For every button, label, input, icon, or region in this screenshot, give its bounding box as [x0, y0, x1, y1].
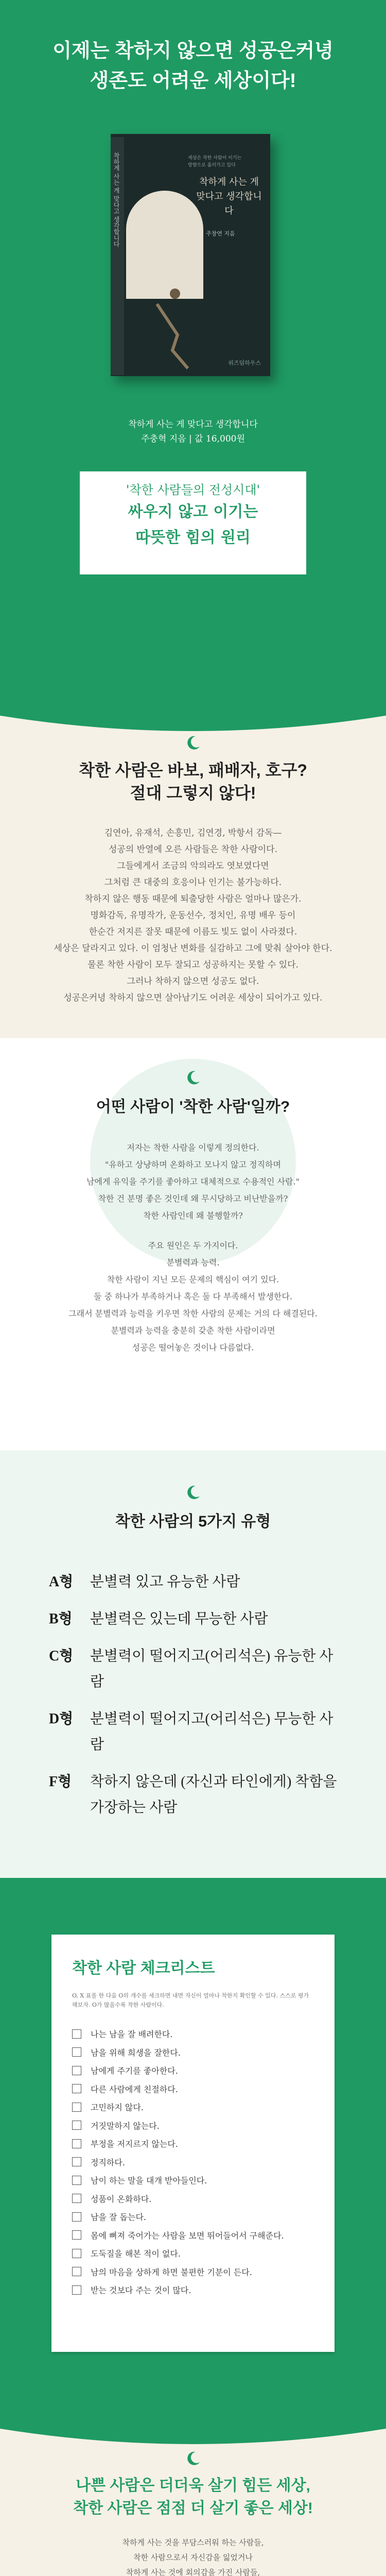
wave-divider	[0, 696, 386, 741]
checkbox[interactable]	[72, 2249, 81, 2258]
checklist-item[interactable]: 다른 사람에게 친절하다.	[72, 2080, 314, 2098]
book-title: 착하게 사는 게 맞다고 생각합니다	[196, 177, 262, 216]
checkbox[interactable]	[72, 2176, 81, 2185]
checkbox[interactable]	[72, 2139, 81, 2148]
hero-title: 이제는 착하지 않으면 성공은커녕 생존도 어려운 세상이다!	[52, 40, 334, 92]
section-title: 어떤 사람이 '착한 사람'일까?	[96, 1098, 290, 1115]
wave-divider	[0, 2409, 386, 2454]
book-meta: 착하게 사는 게 맞다고 생각합니다 주충혁 지음 | 값 16,000원	[128, 419, 258, 444]
type-row: A형 분별력 있고 유능한 사람	[49, 1574, 240, 1590]
book-art	[111, 134, 270, 376]
checklist-note: O, X 표를 한 다음 O의 개수를 세크하면 내면 자신이 얼마나 착한지 확인할 수 있다. 스스로 평가해보자. O가 많을수록 착한 사람이다.	[72, 1992, 309, 2008]
checklist-item[interactable]: 남에게 주기를 좋아한다.	[72, 2061, 314, 2080]
crescent-moon-icon	[184, 1069, 202, 1087]
checkbox[interactable]	[72, 2066, 81, 2075]
section-intro: 착하게 사는 것을 부담스러워 하는 사람들, 착한 사람으로서 자신감을 잃었거나 착하게 사는 것에 회의감을 가진 사람들,	[122, 2538, 264, 2576]
checklist-item[interactable]: 남을 잘 돕는다.	[72, 2208, 314, 2226]
tagline-box: '착한 사람들의 전성시대' 싸우지 않고 이기는 따뜻한 힘의 원리	[80, 471, 306, 574]
types-section	[0, 1450, 386, 1878]
section-body: 저자는 착한 사람을 이렇게 정의한다. "유하고 상냥하며 온화하고 모나지 않고 정직하며 남에게 유익을 주기를 좋아하고 대체적으로 수용적인 사람." 착한 건 분명 좋은 것인데 왜 무시당하고 비난받을까? 착한 사람인데 왜 불행할까? 주요 원인은 두 가지이다. 분별력과 능력. 착한 사람이 지닌 모든 문제의 핵심이 여기 있다. 둘 중 하나가 부족하거나 혹은 둘 다 부족해서 발생한다. 그래서 분별력과 능력을 키우면 착한 사람의 문제는 거의 다 해결된다. 분별력과 능력을 충분히 갖춘 착한 사람이라면 성공은 떨어놓은 것이나 다름없다.	[68, 1143, 318, 1352]
checkbox[interactable]	[72, 2285, 81, 2295]
checkbox[interactable]	[72, 2157, 81, 2166]
checkbox[interactable]	[72, 2103, 81, 2112]
checklist-item[interactable]: 부정을 저지르지 않는다.	[72, 2134, 314, 2153]
section-body: 김연아, 유재석, 손흥민, 김연경, 박항서 감독— 성공의 반열에 오른 사람들은 착한 사람이다. 그들에게서 조금의 악의라도 엿보였다면 그처럼 큰 대중의 호응이나 인기는 불가능하다. 착하지 않은 행동 때문에 퇴출당한 사람은 얼마나 많은가. 명화감독, 유명작가, 운동선수, 정치인, 유명 배우 등이 한순간 저지른 잘못 때문에 이름도 빛도 없이 사라졌다. 세상은 달라지고 있다. 이 엄청난 변화를 실감하고 그에 맞춰 살아야 한다. 물론 착한 사람이 모두 잘되고 성공하지는 못할 수 있다. 그러나 착하지 않으면 성공도 없다. 성공은커녕 착하지 않으면 살아남기도 어려운 세상이 되어가고 있다.	[54, 828, 332, 1003]
checklist-item[interactable]: 받는 것보다 주는 것이 많다.	[72, 2281, 314, 2299]
checkbox[interactable]	[72, 2230, 81, 2240]
section-title: 나쁜 사람은 더더욱 살기 힘든 세상, 착한 사람은 점점 더 살기 좋은 세상!	[73, 2477, 313, 2517]
checklist-item[interactable]: 남의 마음을 상하게 하면 불편한 기분이 든다.	[72, 2263, 314, 2281]
intro-section	[0, 696, 386, 1038]
book-front	[111, 134, 270, 376]
hero-section	[0, 0, 386, 696]
type-row: F형 착하지 않은데 (자신과 타인에게) 착함을 가장하는 사람	[49, 1774, 337, 1816]
section-title: 착한 사람의 5가지 유형	[115, 1513, 271, 1530]
checklist-item[interactable]: 성품이 온화하다.	[72, 2190, 314, 2208]
checklist-item[interactable]: 남이 하는 말을 대개 받아들인다.	[72, 2171, 314, 2190]
checklist-item[interactable]: 남을 위해 희생을 잘한다.	[72, 2043, 314, 2062]
book-publisher: 위즈덤하우스	[228, 360, 261, 366]
type-row: D형 분별력이 떨어지고(어리석은) 무능한 사람	[49, 1711, 334, 1753]
checklist	[72, 2025, 314, 2299]
checkbox[interactable]	[72, 2267, 81, 2276]
section-title: 착한 사람은 바보, 패배자, 호구? 절대 그렇지 않다!	[79, 761, 307, 802]
types-list	[0, 1569, 386, 1821]
checkbox[interactable]	[72, 2194, 81, 2203]
checklist-item[interactable]: 정직하다.	[72, 2153, 314, 2172]
checklist-card	[51, 1935, 335, 2352]
definition-section	[0, 1038, 386, 1450]
checklist-item[interactable]: 도둑질을 해본 적이 없다.	[72, 2244, 314, 2263]
checklist-item[interactable]: 몸에 뼈져 죽어가는 사람을 보면 뛰어들어서 구해준다.	[72, 2226, 314, 2245]
checklist-item[interactable]: 거짓말하지 않는다.	[72, 2116, 314, 2135]
checklist-title: 착한 사람 체크리스트	[72, 1960, 215, 1977]
book-spine: 착하게 사는 게 맞다고 생각합니다	[111, 137, 124, 375]
checklist-item[interactable]: 나는 남을 잘 배려한다.	[72, 2025, 314, 2043]
checkbox[interactable]	[72, 2084, 81, 2093]
checkbox[interactable]	[72, 2212, 81, 2222]
type-row: C형 분별력이 떨어지고(어리석은) 유능한 사람	[49, 1648, 334, 1690]
book-author: 주창연 지음	[206, 230, 235, 237]
book-subtitle: 세상은 착한 사람이 이기는 방향으로 흘러가고 있다	[188, 156, 242, 168]
checkbox[interactable]	[72, 2121, 81, 2130]
checkbox[interactable]	[72, 2047, 81, 2057]
conclusion-section	[0, 2409, 386, 2576]
type-row: B형 분별력은 있는데 무능한 사람	[49, 1611, 268, 1627]
book-cover	[100, 134, 286, 402]
crescent-moon-icon	[184, 1484, 202, 1501]
checklist-section	[0, 1878, 386, 2409]
checkbox[interactable]	[72, 2029, 81, 2039]
checklist-item[interactable]: 고민하지 않다.	[72, 2098, 314, 2116]
